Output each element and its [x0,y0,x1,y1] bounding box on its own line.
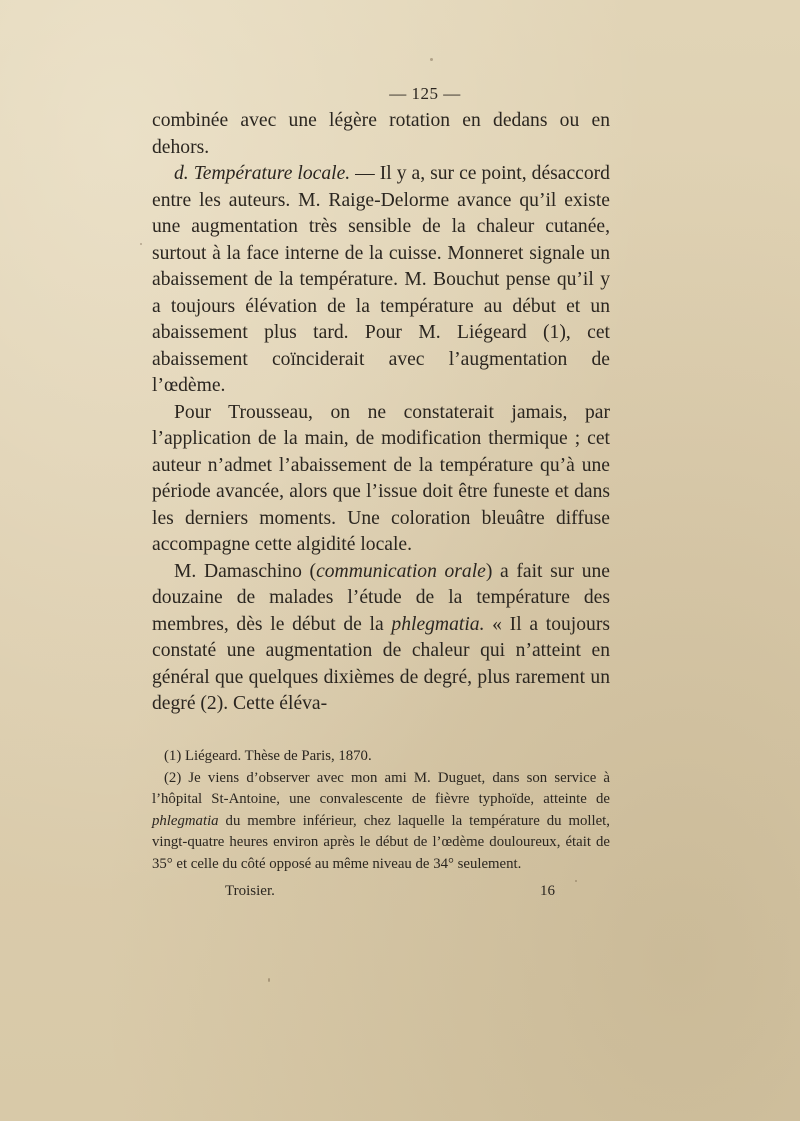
paragraph [152,559,610,718]
text-segment: du membre inférieur, chez laquelle la température du mollet, vingt-quatre heures environ après le début de l’œdème douloureux, était de 35° et celle du côté opposé au même niveau de 34° seulement. [152,812,610,872]
signature-sheet-number: 16 [540,883,555,899]
paragraph [152,161,610,400]
paper-speck [268,978,270,982]
paper-speck [140,243,142,245]
paragraph [152,108,610,161]
signature-author: Troisier. [225,883,275,899]
text-segment-italic: communication orale [316,560,486,582]
text-segment: Pour Trousseau, on ne constaterait jamais, par l’application de la main, de modification thermique ; cet auteur n’admet l’abaissement de la température qu’à une période avancée, alors que l’issue doit être funeste et dans les derniers moments. Une coloration bleuâtre diffuse accompagne cette algidité locale. [152,401,610,555]
text-segment-italic: d. Température locale. [174,163,351,184]
body-text [152,108,610,718]
footnotes [152,746,610,876]
text-segment: combinée avec une légère rotation en dedans ou en dehors. [152,110,610,158]
text-segment: (1) Liégeard. Thèse de Paris, 1870. [164,748,372,764]
text-segment: M. Damaschino ( [174,560,317,582]
text-segment: (2) Je viens d’observer avec mon ami M. Duguet, dans son service à l’hôpital St-Antoine, une convalescente de fièvre typhoïde, atteinte de [152,769,610,808]
signature-line [225,883,555,900]
text-segment: ) a fait sur une douzaine de malades l’étude de la température des membres, dès le début de la [152,560,610,635]
text-segment-italic: phlegmatia. [391,613,485,635]
paragraph [152,400,610,559]
text-segment: — Il y a, sur ce point, désaccord entre les auteurs. M. Raige-Delorme avance qu’il existe une augmentation très sensible de la chaleur cutanée, surtout à la face interne de la cuisse. Monneret signale un abaissement de la température. M. Bouchut pense qu’il y a toujours élévation de la température au début et un abaissement plus tard. Pour M. Liégeard (1), cet abaissement coïnciderait avec l’augmentation de l’œdème. [152,163,610,396]
paper-speck [430,58,433,61]
footnote [152,768,610,876]
text-segment: « Il a toujours constaté une augmentation de chaleur qui n’atteint en général que quelques dixièmes de degré, plus rarement un degré (2). Cette éléva- [152,613,610,714]
page-number: — 125 — [389,84,461,103]
text-segment-italic: phlegmatia [152,812,219,829]
paper-speck [575,880,577,882]
footnote [152,746,610,768]
